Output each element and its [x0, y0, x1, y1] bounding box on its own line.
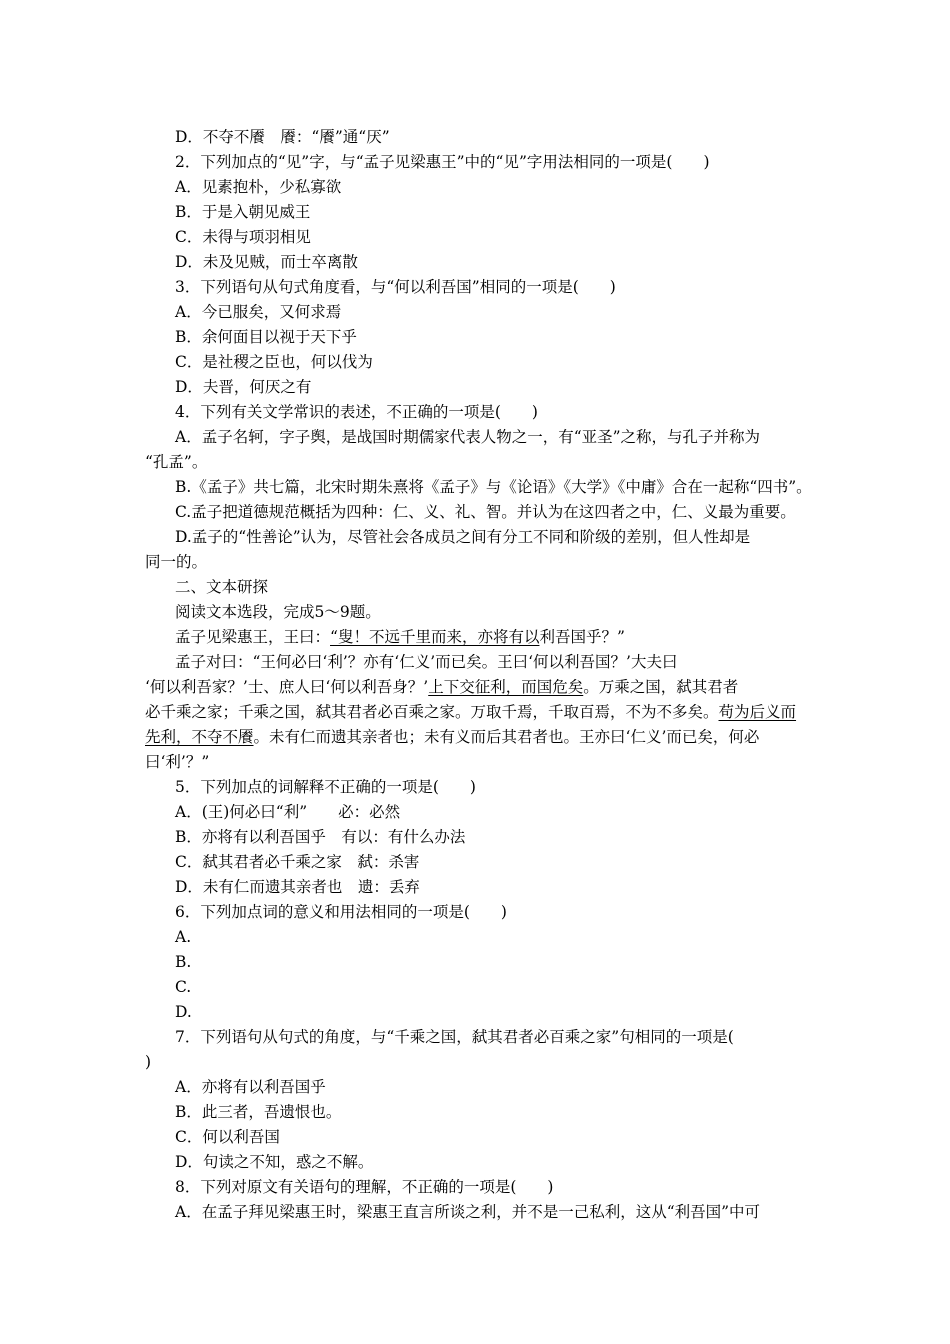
- reading-instruction: 阅读文本选段，完成5～9题。: [175, 603, 381, 621]
- q2-option-d: D．未及见贼，而士卒离散: [175, 253, 358, 271]
- q3-option-d: D．夫晋，何厌之有: [175, 378, 312, 396]
- underlined-sentence: 苟为后义而: [718, 703, 797, 721]
- q5-option-c: C．弑其君者必千乘之家 弑：杀害: [175, 853, 420, 871]
- q6-option-d: D.: [175, 1003, 192, 1021]
- q8-option-a: A．在孟子拜见梁惠王时，梁惠王直言所谈之利，并不是一己私利，这从“利吾国”中可: [175, 1203, 761, 1221]
- q2-stem: 2．下列加点的“见”字，与“孟子见梁惠王”中的“见”字用法相同的一项是( ): [175, 153, 710, 171]
- passage-line-1: [175, 626, 625, 648]
- q7-stem: 7．下列语句从句式的角度，与“千乘之国，弑其君者必百乘之家”句相同的一项是(: [175, 1028, 734, 1046]
- q4-option-a: A．孟子名轲，字子舆，是战国时期儒家代表人物之一，有“亚圣”之称，与孔子并称为: [175, 428, 761, 446]
- q4-option-b: B.《孟子》共七篇，北宋时期朱熹将《孟子》与《论语》《大学》《中庸》合在一起称“四书”。: [175, 478, 812, 496]
- q4-option-a-cont: “孔孟”。: [145, 453, 208, 471]
- underlined-sentence: 上下交征利，而国危矣: [428, 678, 584, 696]
- passage-text: ‘何以利吾家？’士、庶人曰‘何以利吾身？’: [145, 678, 429, 696]
- passage-text: 必千乘之家；千乘之国，弑其君者必百乘之家。万取千焉，千取百焉，不为不多矣。: [145, 703, 719, 721]
- q4-option-d-cont: 同一的。: [145, 553, 208, 571]
- passage-line-4: [145, 701, 796, 723]
- passage-line-6: 曰‘利’？”: [145, 753, 210, 771]
- underlined-sentence: 先利，不夺不餍: [145, 728, 254, 746]
- passage-line-2: 孟子对曰：“王何必曰‘利’？亦有‘仁义’而已矣。王曰‘何以利吾国？’大夫曰: [175, 653, 678, 671]
- passage-text: 利吾国乎？”: [539, 628, 625, 646]
- passage-line-5: [145, 726, 759, 748]
- q5-stem: 5．下列加点的词解释不正确的一项是( ): [175, 778, 476, 796]
- q2-option-a: A．见素抱朴，少私寡欲: [175, 178, 342, 196]
- passage-text: 。万乘之国，弑其君者: [583, 678, 739, 696]
- q2-option-c: C．未得与项羽相见: [175, 228, 311, 246]
- q4-stem: 4．下列有关文学常识的表述，不正确的一项是( ): [175, 403, 538, 421]
- q7-option-d: D．句读之不知，惑之不解。: [175, 1153, 374, 1171]
- q6-option-c: C.: [175, 978, 192, 996]
- section-heading: 二、文本研探: [175, 578, 269, 596]
- q7-option-a: A．亦将有以利吾国乎: [175, 1078, 326, 1096]
- q3-option-a: A．今已服矣，又何求焉: [175, 303, 342, 321]
- q3-option-b: B．余何面目以视于天下乎: [175, 328, 357, 346]
- q8-stem: 8．下列对原文有关语句的理解，不正确的一项是( ): [175, 1178, 554, 1196]
- q3-stem: 3．下列语句从句式角度看，与“何以利吾国”相同的一项是( ): [175, 278, 616, 296]
- q1-option-d: D．不夺不餍 餍：“餍”通“厌”: [175, 128, 390, 146]
- q4-option-d: D.孟子的“性善论”认为，尽管社会各成员之间有分工不同和阶级的差别，但人性却是: [175, 528, 751, 546]
- q5-option-d: D．未有仁而遗其亲者也 遗：丢弃: [175, 878, 420, 896]
- q6-stem: 6．下列加点词的意义和用法相同的一项是( ): [175, 903, 507, 921]
- q6-option-a: A.: [175, 928, 192, 946]
- q6-option-b: B.: [175, 953, 192, 971]
- q7-stem-cont: ): [145, 1053, 152, 1071]
- q2-option-b: B．于是入朝见威王: [175, 203, 311, 221]
- passage-line-3: [145, 676, 738, 698]
- q5-option-a: A．(王)何必曰“利” 必：必然: [175, 803, 401, 821]
- passage-text: 。未有仁而遗其亲者也；未有义而后其君者也。王亦曰‘仁义’而已矣，何必: [253, 728, 760, 746]
- q7-option-b: B．此三者，吾遗恨也。: [175, 1103, 342, 1121]
- q7-option-c: C．何以利吾国: [175, 1128, 280, 1146]
- q4-option-c: C.孟子把道德规范概括为四种：仁、义、礼、智。并认为在这四者之中，仁、义最为重要。: [175, 503, 796, 521]
- passage-text: 孟子见梁惠王，王曰：: [175, 628, 331, 646]
- q5-option-b: B．亦将有以利吾国乎 有以：有什么办法: [175, 828, 466, 846]
- underlined-sentence: “叟！不远千里而来，亦将有以: [330, 628, 540, 646]
- q3-option-c: C．是社稷之臣也，何以伐为: [175, 353, 373, 371]
